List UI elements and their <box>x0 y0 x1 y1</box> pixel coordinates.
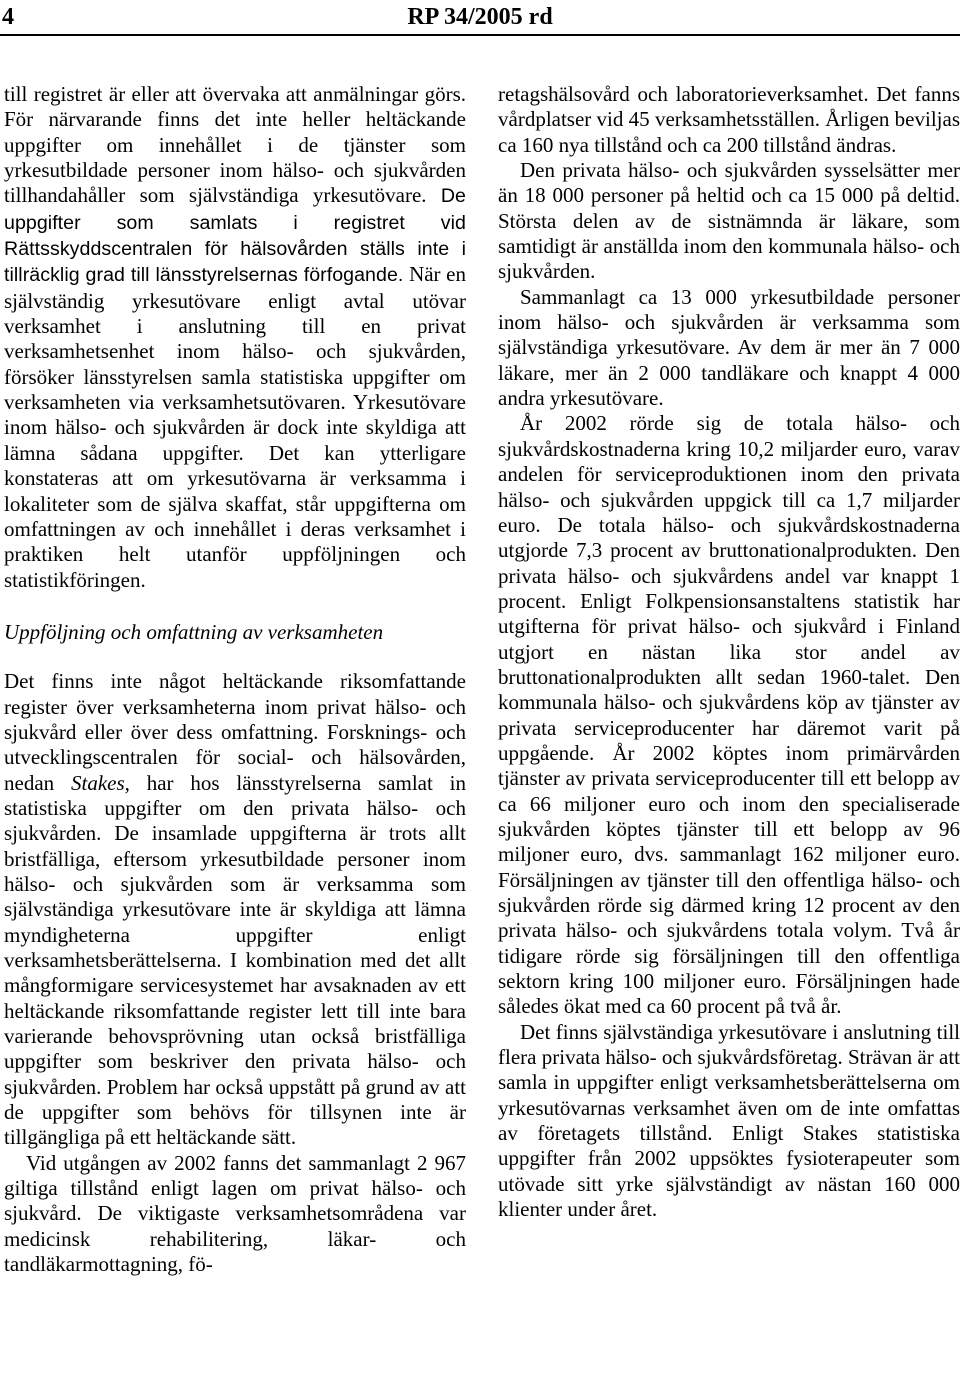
document-id: RP 34/2005 rd <box>407 4 553 30</box>
sentence: Yrkesutövare inom hälso- och sjukvården är dock inte skyldiga att lämna sådana uppgifter. <box>4 390 466 465</box>
paragraph: Den privata hälso- och sjukvården sysselsätter mer än 18 000 personer på heltid och ca 15 000 på deltid. Största delen av de sistnämnda är läkare, som samtidigt är anställda inom den kommunala hälso- och sjukvården. <box>498 158 960 284</box>
sentence: till registret är eller att övervaka att anmälningar görs. För närvarande finns det inte heller heltäckande uppgifter om innehållet i de tjänster som yrkesutbildade personer inom hälso- och sjukvården tillhandahåller som självständiga yrkesutövare. <box>4 82 466 208</box>
paragraph: År 2002 rörde sig de totala hälso- och sjukvårdskostnaderna kring 10,2 miljarder euro, varav andelen för serviceproduktionen inom den privata hälso- och sjukvården uppgick till ca 1,7 miljarder euro. De totala hälso- och sjukvårdskostnaderna utgjorde 7,3 procent av bruttonationalprodukten. Den privata hälso- och sjukvårdens andel var knappt 1 procent. Enligt Folkpensionsanstaltens statistik har utgifterna för privat hälso- och sjukvård i Finland utgjort en nästan lika stor andel av bruttonationalprodukten allt sedan 1960-talet. Den kommunala hälso- och sjukvårdens köp av tjänster av privata serviceproducenter har däremot varit på uppgåendе. År 2002 köptes inom primärvården tjänster av privata serviceproducenter till ett belopp av ca 66 miljoner euro och inom den specialiserade sjukvården köptes tjänster till ett belopp av 96 miljoner euro, dvs. sammanlagt 162 miljoner euro. Försäljningen av tjänster till den offentliga hälso- och sjukvården rörde sig därmed kring 12 procent av den privata hälso- och sjukvårdens totala volym. Två år tidigare rörde sig försäljningen till den offentliga sektorn kring 100 miljoner euro. Försäljningen hade således ökat med ca 60 procent på två år. <box>498 411 960 1019</box>
sentence: Det kan ytterligare konstateras att om yrkesutövarna är verksamma i lokaliteter som de själva skaffat, står uppgifterna om omfattningen av och innehållet i deras verksamhet i praktiken helt utanför uppföljningen och statistikföringen. <box>4 440 466 592</box>
paragraph: Vid utgången av 2002 fanns det sammanlagt 2 967 giltiga tillstånd enligt lagen om privat hälso- och sjukvård. De viktigaste verksamhetsområdena var medicinsk rehabilitering, läkar- och tandläkarmottagning, fö- <box>4 1150 466 1277</box>
paragraph: Det finns självständiga yrkesutövare i anslutning till flera privata hälso- och sjukvårdsföretag. Strävan är att samla in uppgifter enligt verksamhetsberättelserna om yrkesutövarnas verksamhet även om de inte omfattas av företagets tillstånd. Enligt Stakes statistiska uppgifter från 2002 uppsöktes fysioterapeuter som utövade sitt yrke självständigt av nästan 160 000 klienter under året. <box>498 1019 960 1222</box>
right-column <box>498 82 960 1222</box>
stakes-term: Stakes <box>70 770 125 795</box>
left-column <box>4 82 466 1277</box>
paragraph <box>4 82 466 593</box>
page-number: 4 <box>2 4 14 30</box>
page-header <box>0 0 960 36</box>
paragraph: retagshälsovård och laboratorieverksamhet. Det fanns vårdplatser vid 45 verksamhetsställen. Årligen beviljas ca 160 nya tillstånd och ca 200 tillstånd ändras. <box>498 82 960 157</box>
sentence: De uppgifter som samlats i registret vid Rättsskyddscentralen för hälsovården ställs inte i tillräcklig grad till länsstyrelsernas förfogande. <box>4 185 467 287</box>
sentence: , har hos länsstyrelserna samlat in statistiska uppgifter om den privata hälso- och sjukvården. De insamlade uppgifterna är trots allt bristfälliga, eftersom yrkesutbildade personer inom hälso- och sjukvården som är verksamma som självständiga yrkesutövare inte är skyldiga att lämna myndigheterna uppgifter enligt verksamhetsberättelserna. I kombination med det allt mångformigare servicesystemet har avsaknaden av ett heltäckande riksomfattande register lett till inte bara varierande behovsprövning utan också bristfälliga uppgifter som beskriver den privata hälso- och sjukvården. Problem har också uppstått på grund av att de uppgifter som behövs för tillsynen inte är tillgängliga på ett heltäckande sätt. <box>4 770 466 1150</box>
sentence: Det finns inte något heltäckande riksomfattande register över verksamheterna inom privat hälso- och sjukvård eller över dess omfattning. Forsknings- och utvecklingscentralen för social- och hälsovården, nedan <box>4 669 466 795</box>
sentence: När en självständig yrkesutövare enligt avtal utövar verksamhet i anslutning till en privat verksamhetsenhet inom hälso- och sjukvården, försöker länsstyrelsen samla statistiska uppgifter om verksamheten via verksamhetsutövaren. <box>4 262 467 415</box>
paragraph: Sammanlagt ca 13 000 yrkesutbildade personer inom hälso- och sjukvården är verksamma som självständiga yrkesutövare. Av dem är mer än 7 000 läkare, mer än 2 000 tandläkare och knappt 4 000 andra yrkesutövare. <box>498 284 960 411</box>
section-heading: Uppföljning och omfattning av verksamheten <box>4 619 384 644</box>
paragraph <box>4 669 466 1151</box>
